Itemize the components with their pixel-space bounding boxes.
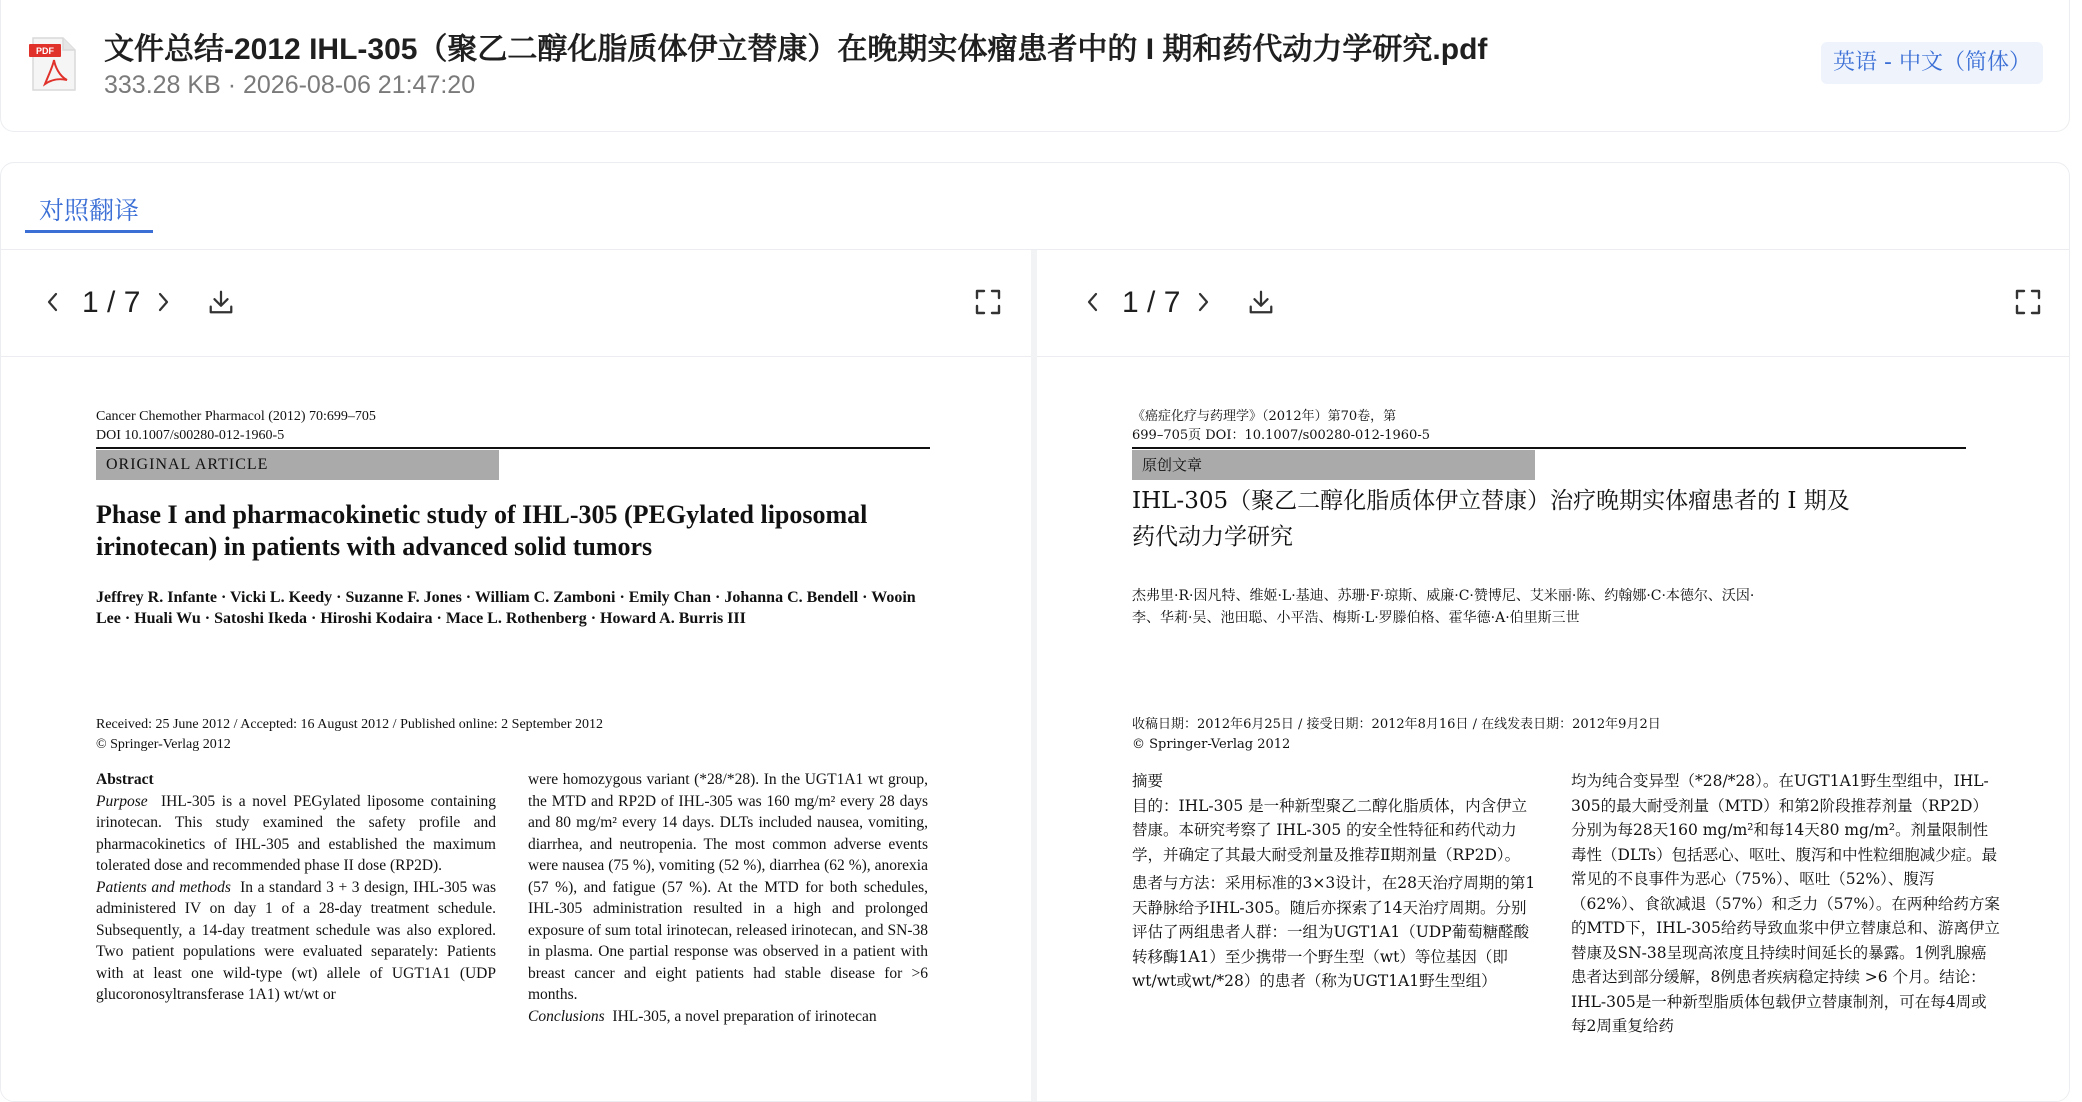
- next-page-button[interactable]: [1189, 288, 1217, 316]
- pdf-toolbar: [1037, 250, 2070, 357]
- paper-authors: Jeffrey R. Infante · Vicki L. Keedy · Suzanne F. Jones · William C. Zamboni · Emily Chan · Johanna C. Bendell · Wooin Lee · Huali Wu · Satoshi Ikeda · Hiroshi Kodaira · Mace L. Rothenberg · Howard A. Burris III: [96, 589, 916, 627]
- file-meta: 333.28 KB · 2026-08-06 21:47:20: [104, 71, 476, 99]
- tab-side-by-side-translation[interactable]: 对照翻译: [38, 196, 139, 225]
- chevron-left-icon: [42, 289, 64, 315]
- paper-title: Phase I and pharmacokinetic study of IHL-305 (PEGylated liposomal irinotecan) in patients with advanced solid tumors: [96, 500, 868, 561]
- fullscreen-button[interactable]: [974, 288, 1002, 316]
- abstract-column-2: 均为纯合变异型（*28/*28）。在UGT1A1野生型组中，IHL-305的最大耐受剂量（MTD）和第2阶段推荐剂量（RP2D）分别为每28天160 mg/m²和每14天80 mg/m²。剂量限制性毒性（DLTs）包括恶心、呕吐、腹泻和中性粒细胞减少症。最常见的不良事件为恶心（75%）、呕吐（52%）、腹泻（62%）、食欲减退（57%）和乏力（57%）。在两种给药方案的MTD下，IHL-305给药导致血浆中伊立替康总和、游离伊立替康及SN-38呈现高浓度且持续时间延长的暴露。1例乳腺癌患者达到部分缓解，8例患者疾病稳定持续 >6 个月。结论：IHL-305是一种新型脂质体包载伊立替康制剂，可在每4周或每2周重复给药: [1571, 772, 2000, 1035]
- pdf-file-icon: [27, 36, 79, 92]
- fullscreen-icon: [974, 288, 1002, 316]
- download-icon: [207, 287, 235, 317]
- prev-page-button[interactable]: [1079, 288, 1107, 316]
- translated-document-pane: [1037, 250, 2070, 1102]
- abstract-column-1: 摘要 目的：IHL-305 是一种新型聚乙二醇化脂质体，内含伊立替康。本研究考察了 IHL-305 的安全性特征和药代动力学，并确定了其最大耐受剂量及推荐Ⅱ期剂量（RP2D）。 患者与方法：采用标准的3×3设计，在28天治疗周期的第1天静脉给予IHL-305。随后亦探索了14天治疗周期。分别评估了两组患者人群：一组为UGT1A1（UDP葡萄糖醛酸转移酶1A1）至少携带一个野生型（wt）等位基因（即wt/wt或wt/*28）的患者（称为UGT1A1野生型组）: [1132, 772, 1536, 990]
- paper-authors: 杰弗里·R·因凡特、维姬·L·基迪、苏珊·F·琼斯、威廉·C·赞博尼、艾米丽·陈、约翰娜·C·本德尔、沃因·李、华莉·吴、池田聪、小平浩、梅斯·L·罗滕伯格、霍华德·A·伯里斯三世: [1132, 588, 1755, 626]
- journal-info: 《癌症化疗与药理学》（2012年）第70卷，第 699–705页 DOI：10.1007/s00280-012-1960-5: [1132, 409, 1430, 443]
- next-page-button[interactable]: [149, 288, 177, 316]
- page-indicator: 1 / 7: [82, 286, 141, 319]
- paper-title: IHL-305（聚乙二醇化脂质体伊立替康）治疗晚期实体瘤患者的 I 期及药代动力学研究: [1132, 488, 1850, 550]
- pdf-toolbar: [1, 250, 1031, 357]
- abstract-column-1: Abstract Purpose IHL-305 is a novel PEGylated liposome containing irinotecan. This study examined the safety profile and pharmacokinetics of IHL-305 and established the maximum tolerated dose and recommended phase II dose (RP2D). Patients and methods In a standard 3 + 3 design, IHL-305 was administered IV on day 1 of a 28-day treatment schedule. Subsequently, a 14-day treatment schedule was also explored. Two patient populations were evaluated separately: Patients with at least one wild-type (wt) allele of UGT1A1 (UDP glucoronosyltransferase 1A1) wt/wt or: [96, 771, 497, 1003]
- download-icon: [1247, 287, 1275, 317]
- received-dates: 收稿日期：2012年6月25日 / 接受日期：2012年8月16日 / 在线发表日期：2012年9月2日 © Springer-Verlag 2012: [1132, 717, 1661, 752]
- pdf-page: [1, 357, 1031, 1102]
- page-indicator: 1 / 7: [1122, 286, 1181, 319]
- article-type-bar: ORIGINAL ARTICLE: [96, 450, 499, 480]
- download-button[interactable]: [207, 288, 235, 316]
- fullscreen-button[interactable]: [2014, 288, 2042, 316]
- journal-info: Cancer Chemother Pharmacol (2012) 70:699–705 DOI 10.1007/s00280-012-1960-5: [96, 409, 376, 443]
- article-type-bar: 原创文章: [1132, 450, 1535, 480]
- language-pair-badge[interactable]: 英语 - 中文（简体）: [1821, 42, 2043, 84]
- file-header: [0, 0, 2070, 132]
- chevron-left-icon: [1082, 289, 1104, 315]
- header-rule: [96, 447, 930, 449]
- translation-viewer: [0, 162, 2070, 1102]
- active-tab-indicator: [25, 230, 153, 233]
- fullscreen-icon: [2014, 288, 2042, 316]
- download-button[interactable]: [1247, 288, 1275, 316]
- original-document-pane: [1, 250, 1031, 1102]
- chevron-right-icon: [1192, 289, 1214, 315]
- svg-text:PDF: PDF: [36, 46, 54, 56]
- file-name: 文件总结-2012 IHL-305（聚乙二醇化脂质体伊立替康）在晚期实体瘤患者中的 I 期和药代动力学研究.pdf: [104, 33, 1488, 66]
- abstract-column-2: were homozygous variant (*28/*28). In the UGT1A1 wt group, the MTD and RP2D of IHL-305 was 160 mg/m² every 28 days and 80 mg/m² every 14 days. DLTs included nausea, vomiting, diarrhea, and neutropenia. The most common adverse events were nausea (75 %), vomiting (52 %), diarrhea (62 %), anorexia (57 %), and fatigue (57 %). At the MTD for both schedules, IHL-305 administration resulted in a high and prolonged exposure of sum total irinotecan, released irinotecan, and SN-38 in plasma. One partial response was observed in a patient with breast cancer and eight patients had stable disease for >6 months. Conclusions IHL-305, a novel preparation of irinotecan: [528, 771, 928, 1025]
- header-rule: [1132, 447, 1966, 449]
- received-dates: Received: 25 June 2012 / Accepted: 16 August 2012 / Published online: 2 September 2012 © Springer-Verlag 2012: [96, 717, 604, 752]
- prev-page-button[interactable]: [39, 288, 67, 316]
- pdf-page: [1037, 357, 2070, 1102]
- chevron-right-icon: [152, 289, 174, 315]
